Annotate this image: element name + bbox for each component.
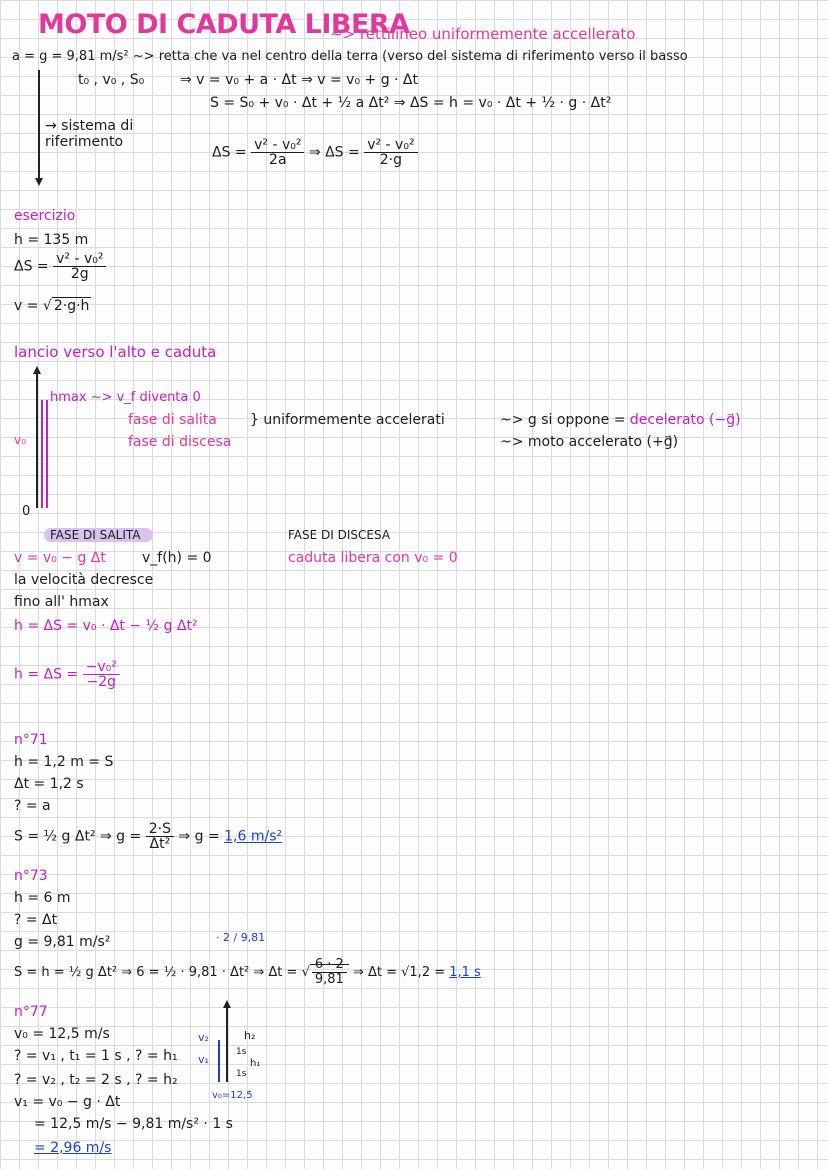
velocity-equation: ⇒ v = v₀ + a · Δt ⇒ v = v₀ + g · Δt xyxy=(180,72,418,88)
opposes-label: ~> g si oppone = decelerato (−g⃗) xyxy=(500,412,741,428)
n73-line-2: ? = Δt xyxy=(14,912,58,928)
n77-1s-label: 1s xyxy=(236,1047,247,1057)
ascent-arrow xyxy=(41,400,43,508)
throw-axis xyxy=(36,372,38,508)
n77-axis-arrow xyxy=(223,1000,231,1008)
fase-discesa-label: FASE DI DISCESA xyxy=(288,528,391,542)
n77-1s2-label: 1s xyxy=(236,1069,247,1079)
initial-vars: t₀ , v₀ , S₀ xyxy=(78,72,145,88)
n71-line-2: Δt = 1,2 s xyxy=(14,776,84,792)
reference-axis xyxy=(38,70,40,180)
esercizio-heading: esercizio xyxy=(14,208,76,224)
n77-line-1: v₀ = 12,5 m/s xyxy=(14,1026,110,1042)
descent-arrow xyxy=(46,400,48,508)
reference-label: → sistema di riferimento xyxy=(45,118,134,150)
n77-axis xyxy=(226,1006,228,1082)
decresce-line-1: la velocità decresce xyxy=(14,572,154,588)
n77-v0-label: v₀=12,5 xyxy=(212,1090,253,1101)
decresce-line-2: fino all' hmax xyxy=(14,594,109,610)
lancio-heading: lancio verso l'alto e caduta xyxy=(14,343,217,361)
hmax-label: hmax ~> v_f diventa 0 xyxy=(50,390,201,405)
n77-v1-arrow xyxy=(218,1040,220,1082)
v-equation: v = v₀ − g Δt xyxy=(14,550,106,566)
n73-note: · 2 / 9,81 xyxy=(216,931,266,944)
n71-line-1: h = 1,2 m = S xyxy=(14,754,114,770)
v0-label: v₀ xyxy=(14,433,26,447)
fase-discesa: fase di discesa xyxy=(128,434,232,450)
caduta-libera: caduta libera con v₀ = 0 xyxy=(288,550,458,566)
ds-equation: ΔS = $\frac{\text{v² - v₀²}}{2a}$ ⇒ ΔS = $\frac{\text{v² - v₀²}}{2\cdot g}$ xyxy=(212,138,418,167)
esercizio-ds: ΔS = $\frac{\text{v² - v₀²}}{2g}$ xyxy=(14,252,106,281)
title-note: ~> rettilineo uniformemente accellerato xyxy=(330,25,636,43)
n77-line-6: = 2,96 m/s xyxy=(34,1140,112,1156)
n77-line-2: ? = v₁ , t₁ = 1 s , ? = h₁ xyxy=(14,1048,178,1064)
n73-line-3: g = 9,81 m/s² xyxy=(14,934,111,950)
fase-salita: fase di salita xyxy=(128,412,217,428)
n77-line-4: v₁ = v₀ − g · Δt xyxy=(14,1094,121,1110)
throw-axis-arrow xyxy=(33,366,41,374)
n73-line-1: h = 6 m xyxy=(14,890,71,906)
h2-equation: h = ΔS = $\frac{\text{−v₀²}}{-2g}$ xyxy=(14,660,120,689)
n73-heading: n°73 xyxy=(14,868,48,884)
n71-heading: n°71 xyxy=(14,732,48,748)
n77-line-5: = 12,5 m/s − 9,81 m/s² · 1 s xyxy=(34,1116,233,1132)
uniform-label: } uniformemente accelerati xyxy=(250,412,445,428)
n77-heading: n°77 xyxy=(14,1004,48,1020)
vf-equation: v_f(h) = 0 xyxy=(142,550,212,566)
position-equation: S = S₀ + v₀ · Δt + ½ a Δt² ⇒ ΔS = h = v₀ · Δt + ½ · g · Δt² xyxy=(210,95,612,111)
fase-salita-label: FASE DI SALITA xyxy=(44,527,153,543)
page-title: MOTO DI CADUTA LIBERA xyxy=(38,9,410,40)
h-equation: h = ΔS = v₀ · Δt − ½ g Δt² xyxy=(14,618,198,634)
esercizio-v: v = √ 2·g·h xyxy=(14,298,90,314)
n71-line-4: S = ½ g Δt² ⇒ g = $\frac{2\cdot S}{\text{Δt²}}$ ⇒ g = 1,6 m/s² xyxy=(14,821,283,852)
n77-v2-label: v₂ xyxy=(198,1031,209,1044)
origin-label: 0 xyxy=(22,504,31,519)
accelerated-label: ~> moto accelerato (+g⃗) xyxy=(500,434,679,450)
intro-line: a = g = 9,81 m/s² ~> retta che va nel centro della terra (verso del sistema di riferimento verso il basso xyxy=(12,49,688,64)
n77-line-3: ? = v₂ , t₂ = 2 s , ? = h₂ xyxy=(14,1072,178,1088)
reference-axis-arrow xyxy=(35,178,43,186)
n73-line-4: S = h = ½ g Δt² ⇒ 6 = ½ · 9,81 · Δt² ⇒ Δt = √ $\frac{6 \cdot 2}{9,81}$ ⇒ Δt = √1,2 = 1,1 s xyxy=(14,957,481,987)
n71-line-3: ? = a xyxy=(14,798,51,814)
n77-v1-label: v₁ xyxy=(198,1053,209,1066)
esercizio-h: h = 135 m xyxy=(14,232,89,248)
n77-h1-label: h₁ xyxy=(250,1058,261,1069)
n77-h2-label: h₂ xyxy=(244,1029,256,1042)
